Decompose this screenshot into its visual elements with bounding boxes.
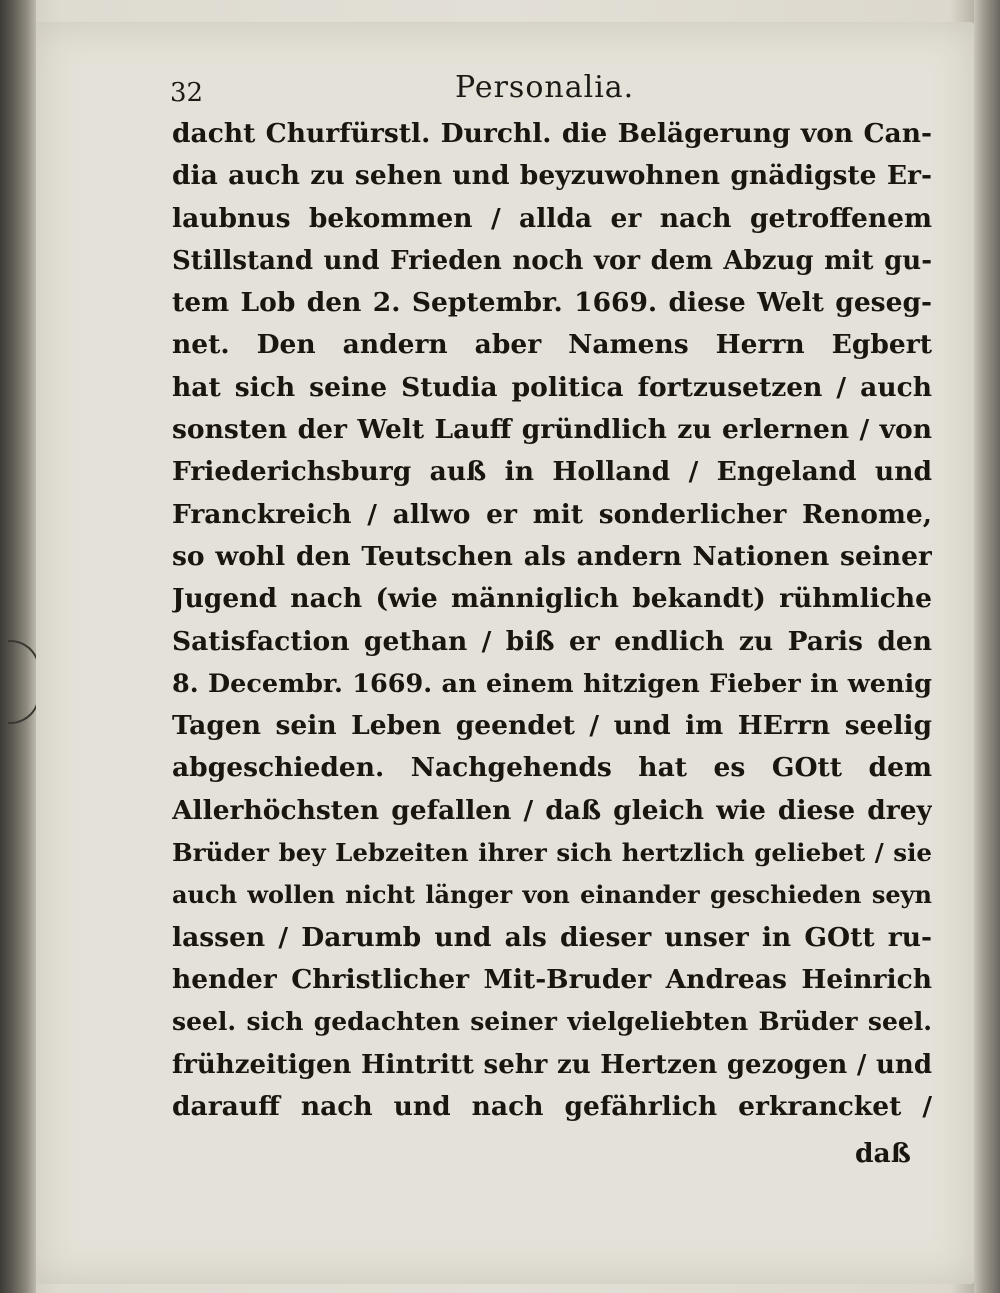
page-fore-edge	[974, 0, 1000, 1293]
text-line: frühzeitigen Hintritt sehr zu Hertzen gezogen / und	[172, 1049, 932, 1080]
text-line: Allerhöchsten gefallen / daß gleich wie diese drey	[172, 794, 932, 826]
text-line: 8. Decembr. 1669. an einem hitzigen Fieber in wenig	[172, 668, 932, 699]
text-line: dia auch zu sehen und beyzuwohnen gnädigste Er-	[172, 160, 932, 192]
running-head: Personalia.	[455, 70, 635, 105]
text-line: hat sich seine Studia politica fortzusetzen / auch	[172, 371, 932, 403]
catchword: daß	[855, 1138, 911, 1169]
text-line: lassen / Darumb und als dieser unser in GOtt ru-	[172, 921, 932, 953]
text-line: tem Lob den 2. Septembr. 1669. diese Welt geseg-	[172, 287, 932, 319]
text-line: Franckreich / allwo er mit sonderlicher Renome,	[172, 498, 932, 530]
text-line: dacht Churfürstl. Durchl. die Belägerung von Can-	[172, 118, 932, 149]
text-line: Jugend nach (wie männiglich bekandt) rühmliche	[172, 583, 932, 615]
text-line: Stillstand und Frieden noch vor dem Abzug mit gu-	[172, 245, 932, 276]
text-line: Brüder bey Lebzeiten ihrer sich hertzlich geliebet / sie	[172, 838, 932, 868]
text-line: Tagen sein Leben geendet / und im HErrn seelig	[172, 710, 932, 742]
text-line: abgeschieden. Nachgehends hat es GOtt dem	[172, 752, 932, 784]
text-line: net. Den andern aber Namens Herrn Egbert	[172, 329, 932, 361]
text-line: sonsten der Welt Lauff gründlich zu erlernen / von	[172, 414, 932, 446]
page-number: 32	[170, 78, 204, 108]
text-line: Friederichsburg auß in Holland / Engeland und	[172, 456, 932, 488]
text-line: seel. sich gedachten seiner vielgeliebten Brüder seel.	[172, 1007, 932, 1037]
text-line: hender Christlicher Mit-Bruder Andreas Heinrich	[172, 963, 932, 995]
text-line: so wohl den Teutschen als andern Nationen seiner	[172, 540, 932, 572]
text-line: laubnus bekommen / allda er nach getroffenem	[172, 202, 932, 234]
text-line: darauff nach und nach gefährlich erkrancket /	[172, 1090, 932, 1122]
body-text	[172, 113, 932, 1128]
text-line: auch wollen nicht länger von einander geschieden seyn	[172, 880, 932, 910]
text-line: Satisfaction gethan / biß er endlich zu Paris den	[172, 625, 932, 657]
